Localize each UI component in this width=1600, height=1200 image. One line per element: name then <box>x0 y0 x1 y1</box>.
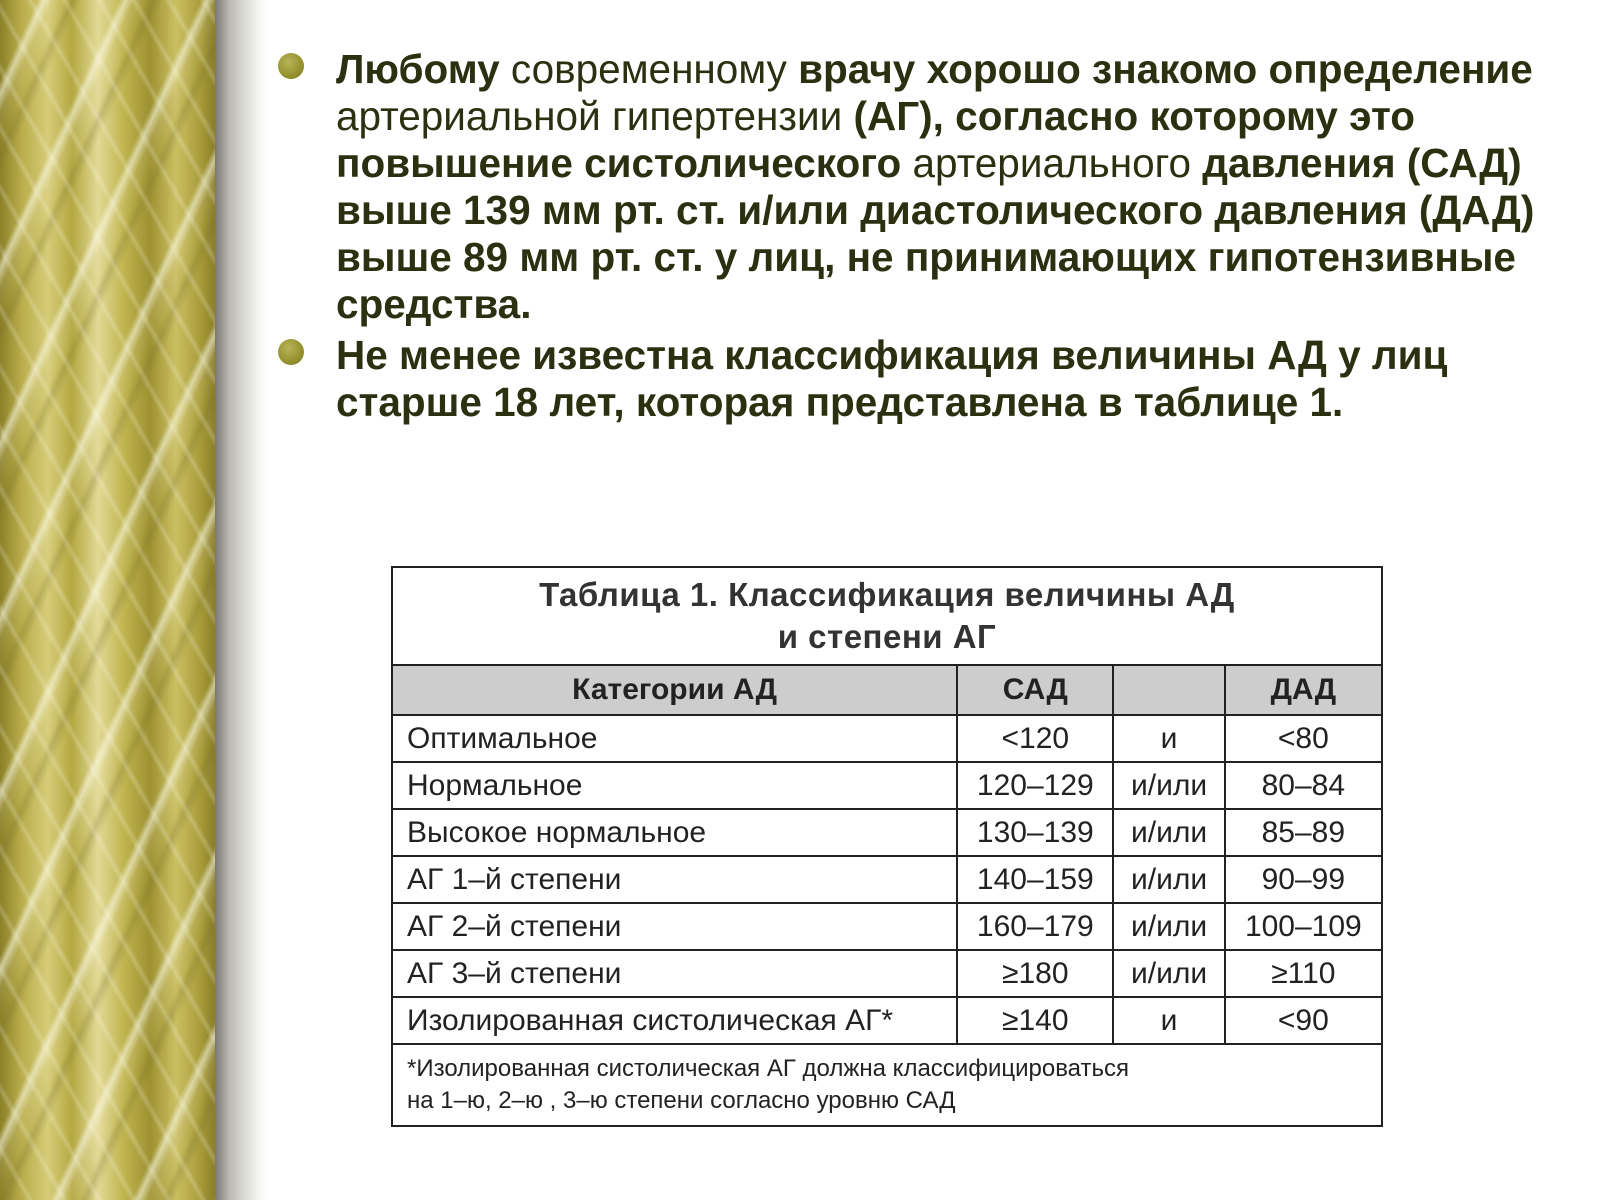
bullet-item <box>276 332 1536 426</box>
bullet-text-part: (АГ), согласно которому это повышение систолического <box>336 93 1416 186</box>
cell-operator: и/или <box>1113 762 1224 809</box>
cell-operator: и/или <box>1113 809 1224 856</box>
cell-category: Высокое нормальное <box>392 809 957 856</box>
cell-dad: 80–84 <box>1225 762 1382 809</box>
cell-sad: <120 <box>957 715 1113 762</box>
bullet-text-part: давления (САД) выше 139 мм рт. ст. и/или диастолического давления (ДАД) выше 89 мм рт. ст. у лиц, не принимающих гипотензивные средства. <box>336 140 1535 327</box>
cell-category: Изолированная систолическая АГ* <box>392 997 957 1044</box>
bullet-text-part: врачу хорошо знакомо определение <box>798 46 1533 92</box>
cell-operator: и <box>1113 715 1224 762</box>
table-footnote <box>392 1044 1382 1126</box>
table-caption <box>392 567 1382 665</box>
table-row <box>392 856 1382 903</box>
cell-dad: 100–109 <box>1225 903 1382 950</box>
cell-operator: и/или <box>1113 903 1224 950</box>
table-row <box>392 903 1382 950</box>
header-dad: ДАД <box>1225 665 1382 715</box>
cell-sad: ≥140 <box>957 997 1113 1044</box>
table-caption-line: и степени АГ <box>777 618 997 655</box>
bullet-dot-icon <box>278 339 304 365</box>
bullet-text-part: современному <box>499 46 799 92</box>
cell-category: АГ 1–й степени <box>392 856 957 903</box>
bullet-text-part: артериального <box>901 140 1203 186</box>
cell-dad: 85–89 <box>1225 809 1382 856</box>
table-row <box>392 762 1382 809</box>
cell-category: Нормальное <box>392 762 957 809</box>
decorative-gold-column <box>0 0 215 1200</box>
table-row <box>392 950 1382 997</box>
cell-dad: <80 <box>1225 715 1382 762</box>
bullet-text: Не менее известна классификация величины АД у лиц старше 18 лет, которая представлена в таблице 1. <box>336 332 1448 425</box>
table-row <box>392 997 1382 1044</box>
table-header-row <box>392 665 1382 715</box>
decorative-shadow <box>215 0 270 1200</box>
cell-sad: 130–139 <box>957 809 1113 856</box>
table-caption-line: Таблица 1. Классификация величины АД <box>539 576 1235 613</box>
bullet-text-part: Любому <box>336 46 500 92</box>
table-row <box>392 715 1382 762</box>
cell-sad: 160–179 <box>957 903 1113 950</box>
cell-operator: и/или <box>1113 950 1224 997</box>
bullet-text-part: артериальной гипертензии <box>336 93 854 139</box>
cell-operator: и <box>1113 997 1224 1044</box>
bullet-dot-icon <box>278 53 304 79</box>
cell-dad: 90–99 <box>1225 856 1382 903</box>
bullet-text <box>336 46 1534 327</box>
table-row <box>392 809 1382 856</box>
cell-operator: и/или <box>1113 856 1224 903</box>
bullet-item <box>276 46 1536 328</box>
cell-category: АГ 3–й степени <box>392 950 957 997</box>
cell-category: АГ 2–й степени <box>392 903 957 950</box>
cell-sad: 120–129 <box>957 762 1113 809</box>
header-sad: САД <box>957 665 1113 715</box>
bullet-list <box>276 46 1536 430</box>
table-footnote-line: *Изолированная систолическая АГ должна классифицироваться <box>407 1055 1129 1082</box>
cell-sad: ≥180 <box>957 950 1113 997</box>
cell-dad: ≥110 <box>1225 950 1382 997</box>
cell-dad: <90 <box>1225 997 1382 1044</box>
table-footnote-line: на 1–ю, 2–ю , 3–ю степени согласно уровню САД <box>407 1087 956 1114</box>
cell-category: Оптимальное <box>392 715 957 762</box>
header-operator <box>1113 665 1224 715</box>
bp-classification-table <box>391 566 1383 1127</box>
cell-sad: 140–159 <box>957 856 1113 903</box>
header-category: Категории АД <box>392 665 957 715</box>
